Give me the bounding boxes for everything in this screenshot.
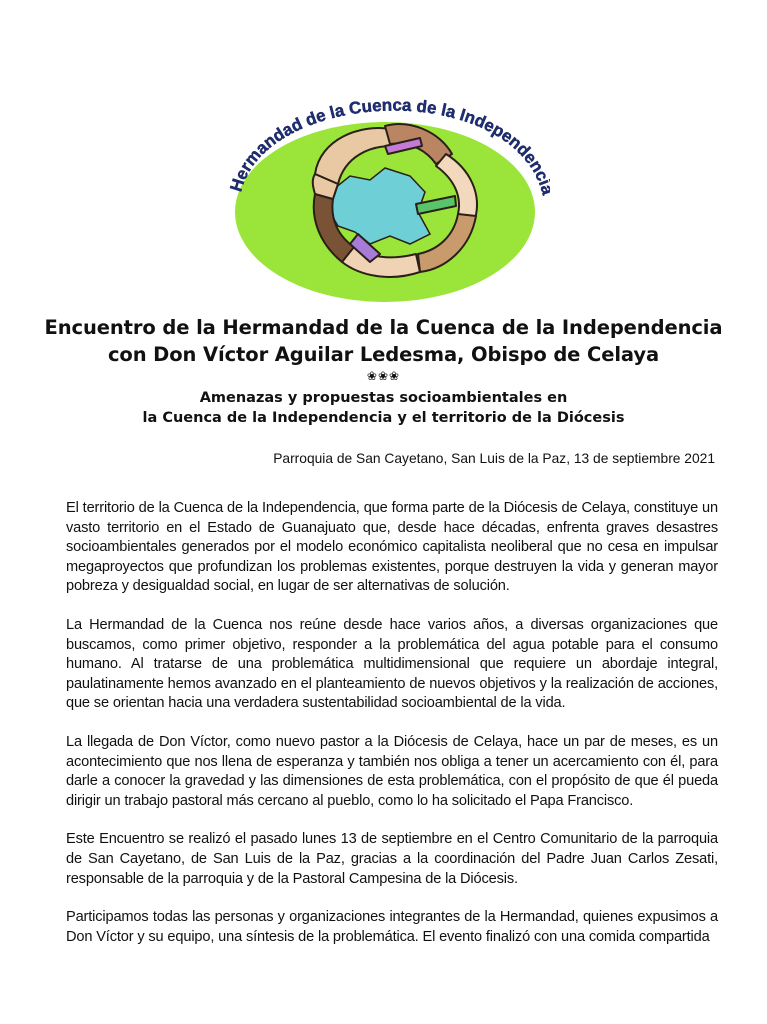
subtitle-line-1: Amenazas y propuestas socioambientales en	[199, 390, 568, 406]
subtitle-line-2: la Cuenca de la Independencia y el territorio de la Diócesis	[142, 410, 625, 426]
flower-ornament: ❀❀❀	[366, 369, 401, 383]
hermandad-logo	[220, 84, 550, 304]
logo-graphic	[220, 84, 550, 304]
paragraph: La llegada de Don Víctor, como nuevo pastor a la Diócesis de Celaya, hace un par de meses, es un acontecimiento que nos llena de esperanza y también nos obliga a tener un acercamiento con él, para darle a conocer la gravedad y las dimensiones de esta problemática, con el propósito de que él pueda dirigir un trabajo pastoral más cercano al pueblo, como lo ha solicitado el Papa Francisco.	[66, 733, 718, 809]
paragraph: El territorio de la Cuenca de la Independencia, que forma parte de la Diócesis de Celaya, constituye un vasto territorio en el Estado de Guanajuato que, desde hace décadas, enfrenta graves desastres socioambientales generados por el modelo económico capitalista neoliberal que no cesa en impulsar megaproyectos que profundizan los problemas existentes, porque destruyen la vida y generan mayor pobreza y desigualdad social, en lugar de ser alternativas de solución.	[66, 500, 718, 595]
paragraph: La Hermandad de la Cuenca nos reúne desde hace varios años, a diversas organizaciones que buscamos, como primer objetivo, responder a la problemática del agua potable para el consumo humano. Al tratarse de una problemática multidimensional que requiere un abordaje integral, paulatinamente hemos avanzado en el planteamiento de nuevos objetivos y la realización de acciones, que se orientan hacia una verdadera sustentabilidad socioambiental de la vida.	[66, 616, 718, 712]
paragraph: Participamos todas las personas y organizaciones integrantes de la Hermandad, quienes expusimos a Don Víctor y su equipo, una síntesis de la problemática. El evento finalizó con una comida compartida	[66, 909, 718, 945]
paragraph: Este Encuentro se realizó el pasado lunes 13 de septiembre en el Centro Comunitario de la parroquia de San Cayetano, de San Luis de la Paz, gracias a la coordinación del Padre Juan Carlos Zesati, responsable de la parroquia y de la Pastoral Campesina de la Diócesis.	[66, 831, 718, 887]
document-body	[66, 499, 718, 966]
page-title-line-1: Encuentro de la Hermandad de la Cuenca de la Independencia	[44, 316, 723, 339]
page-title-line-2: con Don Víctor Aguilar Ledesma, Obispo de Celaya	[107, 343, 660, 366]
logo-arc-text: Hermandad de la Cuenca de la Independen	[226, 95, 548, 194]
dateline: Parroquia de San Cayetano, San Luis de la Paz, 13 de septiembre 2021	[273, 451, 715, 466]
